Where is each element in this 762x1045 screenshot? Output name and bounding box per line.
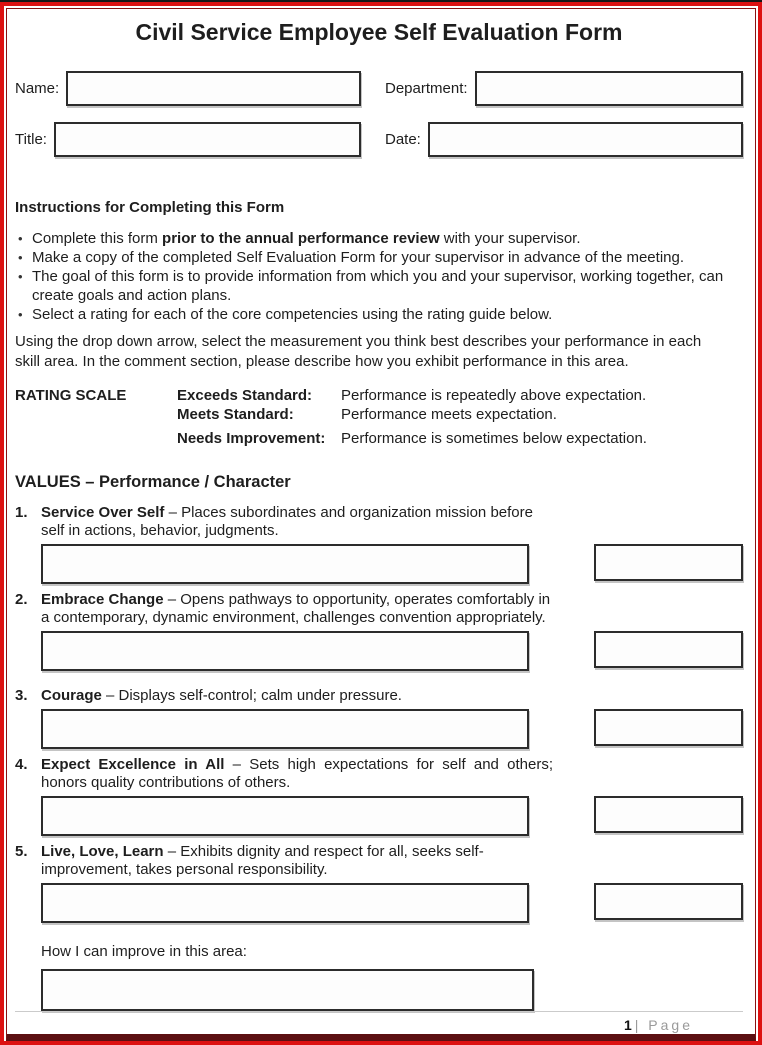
rating-select-box[interactable] <box>594 709 743 746</box>
rating-scale-row <box>15 429 743 448</box>
date-field-group <box>385 122 743 157</box>
form-title: Civil Service Employee Self Evaluation Form <box>135 19 623 45</box>
page-content <box>7 9 755 1041</box>
page-number: 1 <box>623 1017 632 1033</box>
rating-scale-label: RATING SCALE <box>15 387 127 404</box>
department-field-group <box>385 71 743 106</box>
rating-term: Needs Improvement: <box>177 430 326 447</box>
item-text: Expect Excellence in All – Sets high expectations for self and others; honors quality contributions of others. <box>41 756 553 791</box>
page-label: | Page <box>634 1017 693 1033</box>
rating-term: Exceeds Standard: <box>177 387 313 404</box>
instruction-bullet: • Select a rating for each of the core competencies using the rating guide below. <box>15 305 743 324</box>
item-number: 1. <box>15 504 28 521</box>
page-footer <box>15 1011 743 1041</box>
title-field-group <box>15 122 361 157</box>
rating-scale-row <box>15 386 743 405</box>
comment-textarea[interactable] <box>41 796 529 836</box>
value-item-2 <box>15 591 743 671</box>
instruction-bullet: • The goal of this form is to provide information from which you and your supervisor, working together, can create goals and action plans. <box>15 267 743 305</box>
page-red-frame <box>0 2 762 1045</box>
name-field-group <box>15 71 361 106</box>
rating-term: Meets Standard: <box>177 406 294 423</box>
field-row-2 <box>15 121 743 158</box>
instruction-bullet: • Make a copy of the completed Self Evaluation Form for your supervisor in advance of the meeting. <box>15 248 743 267</box>
department-label: Department: <box>385 80 468 97</box>
item-text: Courage – Displays self-control; calm under pressure. <box>41 687 402 704</box>
item-number: 2. <box>15 591 28 608</box>
improve-textarea[interactable] <box>41 969 534 1011</box>
comment-textarea[interactable] <box>41 883 529 923</box>
rating-scale-row <box>15 405 743 424</box>
value-item-5 <box>15 843 743 923</box>
comment-textarea[interactable] <box>41 631 529 671</box>
rating-select-box[interactable] <box>594 883 743 920</box>
title-input[interactable] <box>54 122 361 157</box>
comment-textarea[interactable] <box>41 544 529 584</box>
value-item-inputs-row <box>15 883 743 923</box>
value-item-inputs-row <box>15 796 743 836</box>
name-label: Name: <box>15 80 60 97</box>
rating-select-box[interactable] <box>594 631 743 668</box>
department-input[interactable] <box>475 71 743 106</box>
item-number: 4. <box>15 756 28 773</box>
instructions-bullet-list <box>15 229 743 324</box>
item-text: Embrace Change – Opens pathways to opportunity, operates comfortably in a contemporary, dynamic environment, challenges convention appropriately. <box>41 591 551 626</box>
rating-select-box[interactable] <box>594 544 743 581</box>
instruction-bullet: • Complete this form prior to the annual performance review with your supervisor. <box>15 229 743 248</box>
value-item-text-row <box>15 843 743 879</box>
item-number: 5. <box>15 843 28 860</box>
page-inner-frame <box>6 8 756 1041</box>
improve-block <box>15 943 743 1011</box>
item-number: 3. <box>15 687 28 704</box>
instructions-heading: Instructions for Completing this Form <box>15 199 285 216</box>
item-text: Service Over Self – Places subordinates and organization mission before self in actions, behavior, judgments. <box>41 504 533 539</box>
value-item-text-row <box>15 504 743 540</box>
value-item-text-row <box>15 591 743 627</box>
item-text: Live, Love, Learn – Exhibits dignity and respect for all, seeks self-improvement, takes personal responsibility. <box>41 843 484 878</box>
rating-definition: Performance is sometimes below expectation. <box>341 430 647 447</box>
dropdown-instructions-paragraph: Using the drop down arrow, select the measurement you think best describes your performance in each skill area. In the comment section, please describe how you exhibit performance in this area. <box>15 333 702 370</box>
value-item-text-row <box>15 756 743 792</box>
value-item-inputs-row <box>15 631 743 671</box>
name-input[interactable] <box>66 71 361 106</box>
rating-scale <box>15 386 743 448</box>
date-label: Date: <box>385 131 421 148</box>
rating-definition: Performance is repeatedly above expectation. <box>341 387 647 404</box>
values-section-heading: VALUES – Performance / Character <box>15 473 291 491</box>
value-item-inputs-row <box>15 544 743 584</box>
rating-select-box[interactable] <box>594 796 743 833</box>
field-row-1 <box>15 70 743 107</box>
date-input[interactable] <box>428 122 743 157</box>
identity-fields <box>15 70 743 172</box>
value-item-4 <box>15 756 743 836</box>
value-item-1 <box>15 504 743 584</box>
value-item-3 <box>15 687 743 749</box>
value-item-text-row <box>15 687 743 705</box>
comment-textarea[interactable] <box>41 709 529 749</box>
value-item-inputs-row <box>15 709 743 749</box>
improve-label: How I can improve in this area: <box>41 943 247 960</box>
rating-definition: Performance meets expectation. <box>341 406 557 423</box>
title-label: Title: <box>15 131 47 148</box>
